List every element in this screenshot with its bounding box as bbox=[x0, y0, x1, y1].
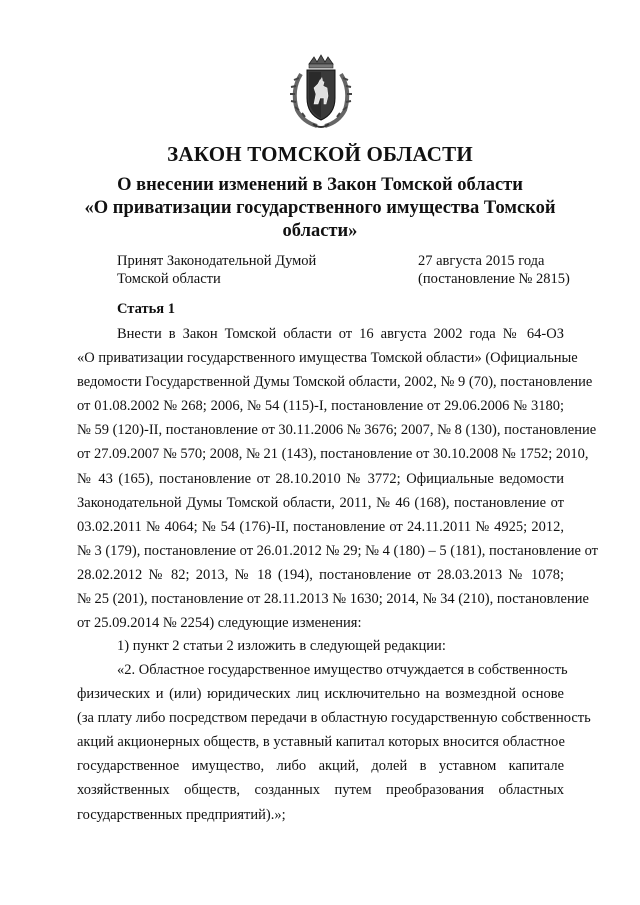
article-intro-paragraph bbox=[77, 322, 599, 635]
adopted-by-line: Принят Законодательной Думой bbox=[117, 253, 317, 269]
paragraph-line: акций акционерных обществ, в уставный капитал которых вносится областное bbox=[77, 734, 565, 751]
law-subject-line: области» bbox=[282, 221, 358, 241]
law-subject-line: О внесении изменений в Закон Томской области bbox=[117, 175, 523, 195]
law-subject-line: «О приватизации государственного имущества Томской bbox=[84, 198, 556, 218]
paragraph-line: № 59 (120)-II, постановление от 30.11.2006 № 3676; 2007, № 8 (130), постановление bbox=[77, 422, 597, 439]
article-heading: Статья 1 bbox=[117, 301, 175, 317]
paragraph-line: № 43 (165), постановление от 28.10.2010 № 3772; Официальные ведомости bbox=[77, 470, 564, 487]
paragraph-line: ведомости Государственной Думы Томской области, 2002, № 9 (70), постановление bbox=[77, 374, 593, 391]
paragraph-line: «2. Областное государственное имущество отчуждается в собственность bbox=[117, 662, 568, 678]
amendment-item-1 bbox=[77, 634, 564, 658]
adopted-by-line: Томской области bbox=[117, 271, 221, 287]
paragraph-line: государственных предприятий).»; bbox=[77, 806, 286, 823]
amendment-quote-paragraph bbox=[77, 658, 591, 827]
coat-of-arms-icon bbox=[287, 54, 355, 130]
paragraph-line: от 01.08.2002 № 268; 2006, № 54 (115)-I, постановление от 29.06.2006 № 3180; bbox=[77, 398, 564, 415]
adopted-by-block bbox=[117, 252, 316, 288]
paragraph-line: государственное имущество, либо акций, долей в уставном капитале bbox=[77, 758, 564, 775]
paragraph-line: 03.02.2011 № 4064; № 54 (176)-II, постановление от 24.11.2011 № 4925; 2012, bbox=[77, 518, 564, 535]
adoption-date-block bbox=[418, 252, 570, 288]
paragraph-line: 1) пункт 2 статьи 2 изложить в следующей редакции: bbox=[117, 638, 446, 654]
paragraph-line: от 25.09.2014 № 2254) следующие изменения: bbox=[77, 615, 362, 632]
law-subject bbox=[60, 174, 580, 243]
paragraph-line: № 3 (179), постановление от 26.01.2012 № 29; № 4 (180) – 5 (181), постановление от bbox=[77, 542, 599, 559]
law-title: ЗАКОН ТОМСКОЙ ОБЛАСТИ bbox=[167, 142, 473, 166]
paragraph-line: Законодательной Думы Томской области, 2011, № 46 (168), постановление от bbox=[77, 494, 564, 511]
paragraph-line: 28.02.2012 № 82; 2013, № 18 (194), постановление от 28.03.2013 № 1078; bbox=[77, 566, 564, 583]
paragraph-line: Внести в Закон Томской области от 16 августа 2002 года № 64-ОЗ bbox=[117, 326, 564, 342]
paragraph-line: (за плату либо посредством передачи в областную государственную собственность bbox=[77, 710, 591, 727]
adoption-date: 27 августа 2015 года bbox=[418, 253, 545, 269]
paragraph-line: физических и (или) юридических лиц исключительно на возмездной основе bbox=[77, 686, 564, 703]
paragraph-line: № 25 (201), постановление от 28.11.2013 № 1630; 2014, № 34 (210), постановление bbox=[77, 591, 589, 608]
paragraph-line: «О приватизации государственного имущества Томской области» (Официальные bbox=[77, 350, 578, 367]
paragraph-line: хозяйственных обществ, созданных путем преобразования областных bbox=[77, 782, 564, 799]
resolution-number: (постановление № 2815) bbox=[418, 271, 570, 287]
paragraph-line: от 27.09.2007 № 570; 2008, № 21 (143), постановление от 30.10.2008 № 1752; 2010, bbox=[77, 446, 589, 463]
